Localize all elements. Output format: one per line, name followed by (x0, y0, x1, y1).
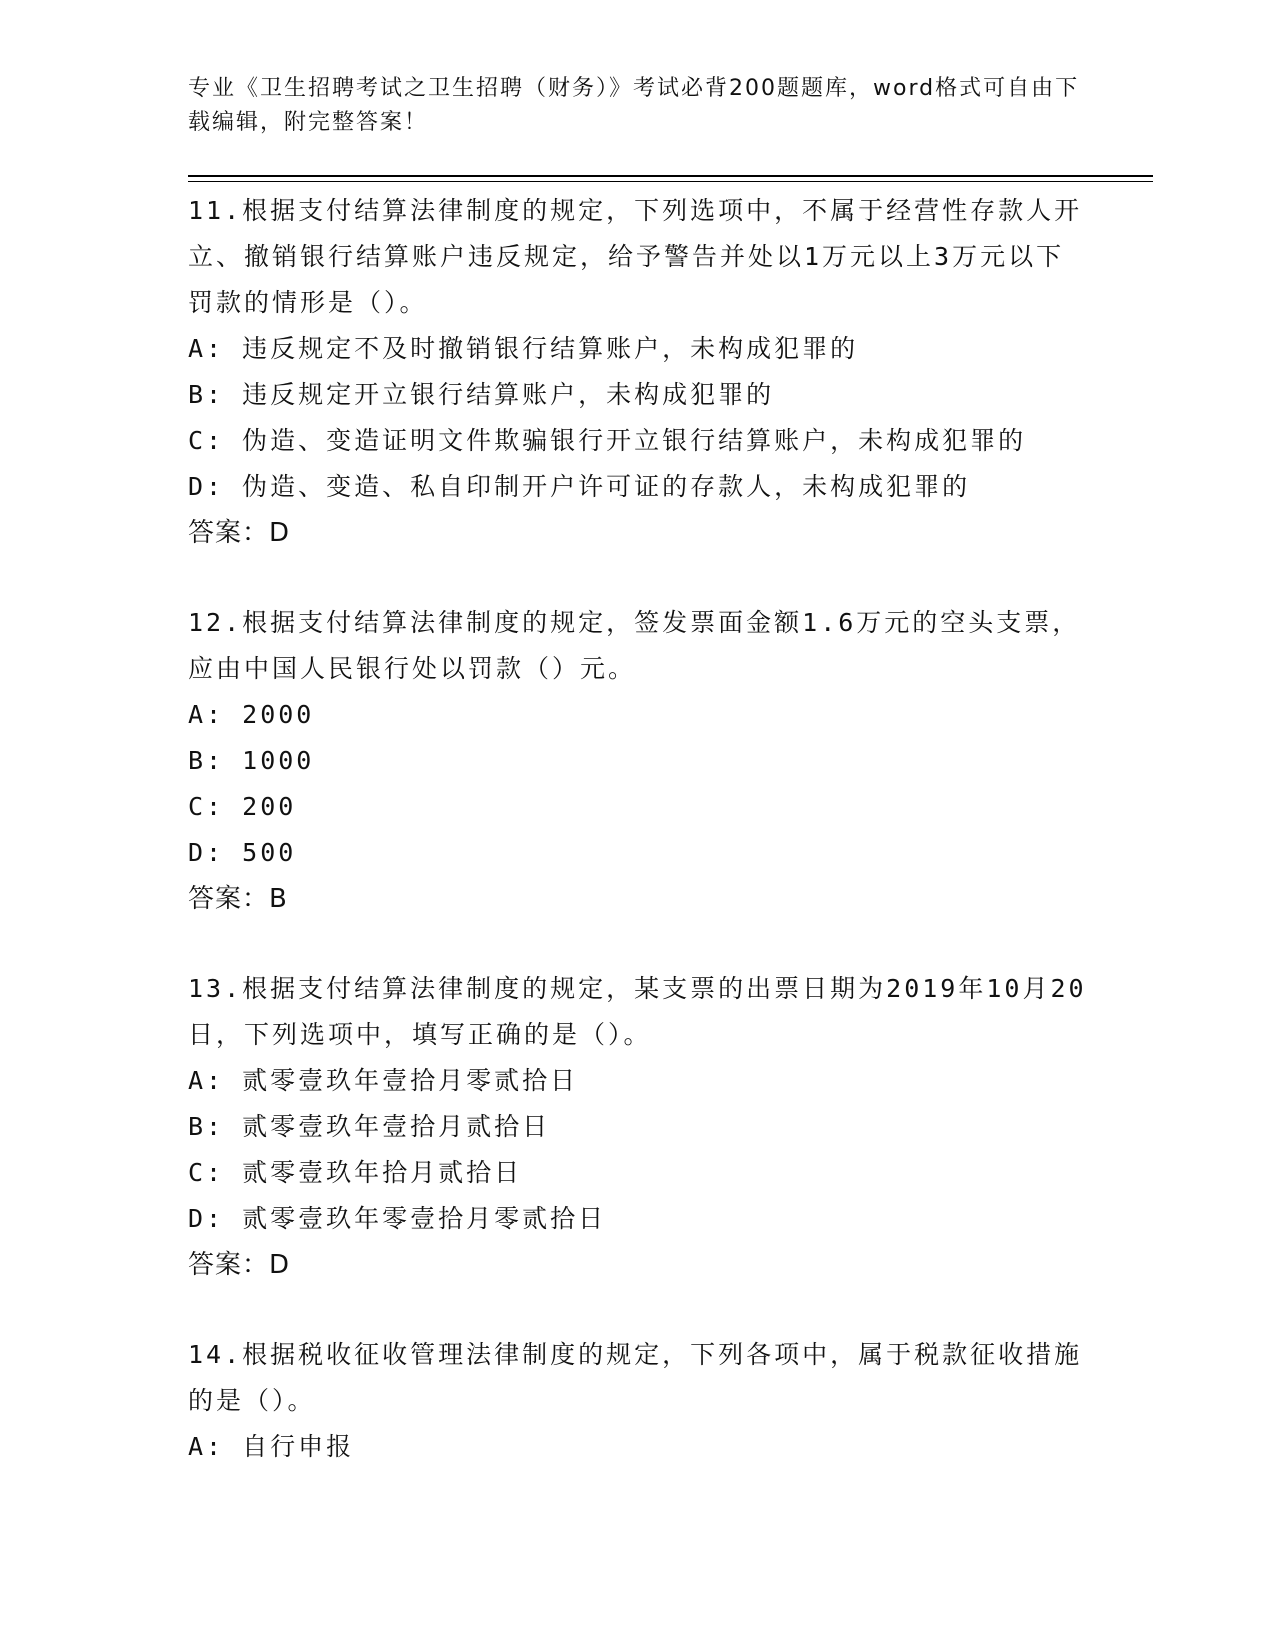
option-a: A: 贰零壹玖年壹拾月零贰拾日 (188, 1066, 579, 1095)
option-c: C: 伪造、变造证明文件欺骗银行开立银行结算账户，未构成犯罪的 (188, 426, 1027, 455)
option-b: B: 贰零壹玖年壹拾月贰拾日 (188, 1112, 551, 1141)
option-d: D: 贰零壹玖年零壹拾月零贰拾日 (188, 1204, 607, 1233)
header-divider-thick (188, 175, 1153, 177)
option-d: D: 500 (188, 838, 297, 867)
option-a: A: 2000 (188, 700, 315, 729)
question-list (188, 188, 1088, 1470)
question-13 (188, 966, 1088, 1288)
document-header: 专业《卫生招聘考试之卫生招聘（财务）》考试必背200题题库，word格式可自由下载编辑，附完整答案！ (188, 76, 1080, 135)
question-stem: 11.根据支付结算法律制度的规定，下列选项中，不属于经营性存款人开立、撤销银行结算账户违反规定，给予警告并处以1万元以上3万元以下罚款的情形是（）。 (188, 196, 1083, 317)
answer-line: 答案：D (188, 1250, 291, 1280)
option-b: B: 违反规定开立银行结算账户，未构成犯罪的 (188, 380, 775, 409)
option-a: A: 自行申报 (188, 1432, 355, 1461)
question-stem: 14.根据税收征收管理法律制度的规定，下列各项中，属于税款征收措施的是（）。 (188, 1340, 1083, 1415)
question-stem: 13.根据支付结算法律制度的规定，某支票的出票日期为2019年10月20日，下列选项中，填写正确的是（）。 (188, 974, 1087, 1049)
answer-line: 答案：D (188, 518, 291, 548)
header-divider-thin (188, 181, 1153, 182)
option-c: C: 200 (188, 792, 297, 821)
question-stem: 12.根据支付结算法律制度的规定，签发票面金额1.6万元的空头支票，应由中国人民银行处以罚款（）元。 (188, 608, 1081, 683)
option-b: B: 1000 (188, 746, 315, 775)
question-12 (188, 600, 1088, 922)
option-a: A: 违反规定不及时撤销银行结算账户，未构成犯罪的 (188, 334, 859, 363)
question-11 (188, 188, 1088, 556)
option-d: D: 伪造、变造、私自印制开户许可证的存款人，未构成犯罪的 (188, 472, 971, 501)
answer-line: 答案：B (188, 884, 288, 914)
question-14 (188, 1332, 1088, 1470)
option-c: C: 贰零壹玖年拾月贰拾日 (188, 1158, 523, 1187)
